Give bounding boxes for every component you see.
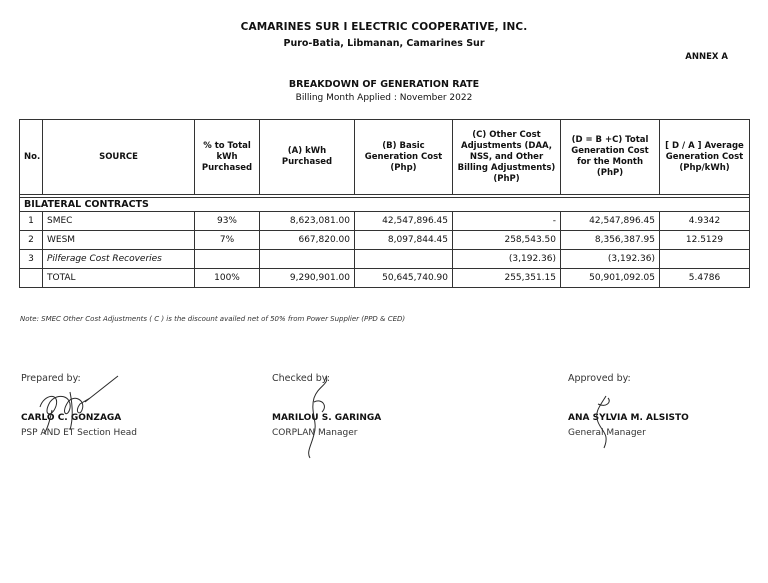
checked-by-position: CORPLAN Manager [272,428,358,438]
header-average-cost: [ D / A ] Average Generation Cost (Php/kWh) [660,120,750,195]
header-kwh: (A) kWh Purchased [260,120,355,195]
header-source: SOURCE [43,120,195,195]
organization-address: Puro-Batia, Libmanan, Camarines Sur [283,38,485,49]
document-title: BREAKDOWN OF GENERATION RATE [288,79,480,90]
header-pct: % to Total kWh Purchased [195,120,260,195]
table-row: 1 SMEC 93% 8,623,081.00 42,547,896.45 - 42,547,896.45 4.9342 [20,212,750,231]
signature-prepared [30,372,130,442]
footnote: Note: SMEC Other Cost Adjustments ( C ) is the discount availed net of 50% from Power Supplier (PPD & CED) [20,315,406,323]
billing-month: Billing Month Applied : November 2022 [295,93,473,103]
header-basic-cost: (B) Basic Generation Cost (Php) [355,120,453,195]
signature-checked [296,372,346,462]
table-row: 2 WESM 7% 667,820.00 8,097,844.45 258,543.50 8,356,387.95 12.5129 [20,231,750,250]
header-other-cost: (C) Other Cost Adjustments (DAA, NSS, and Other Billing Adjustments) (PhP) [453,120,561,195]
approved-by-name: ANA SYLVIA M. ALSISTO [568,413,689,423]
header-no: No. [20,120,43,195]
checked-by-name: MARILOU S. GARINGA [272,413,382,423]
prepared-by-name: CARLO C. GONZAGA [21,413,122,423]
prepared-by-label: Prepared by: [21,373,81,384]
total-row: TOTAL 100% 9,290,901.00 50,645,740.90 255,351.15 50,901,092.05 5.4786 [20,269,750,288]
header-total-cost: (D = B +C) Total Generation Cost for the Month (PhP) [561,120,660,195]
organization-name: CAMARINES SUR I ELECTRIC COOPERATIVE, INC. [240,21,528,33]
section-bilateral-contracts: BILATERAL CONTRACTS [20,198,750,212]
generation-rate-table [19,119,750,288]
table-row: 3 Pilferage Cost Recoveries (3,192.36) (3,192.36) [20,250,750,269]
prepared-by-position: PSP AND ET Section Head [21,428,137,438]
checked-by-label: Checked by: [272,373,330,384]
table-header-row [20,120,750,195]
approved-by-label: Approved by: [568,373,631,384]
signature-approved [584,392,624,454]
approved-by-position: General Manager [568,428,646,438]
annex-label: ANNEX A [685,52,728,62]
